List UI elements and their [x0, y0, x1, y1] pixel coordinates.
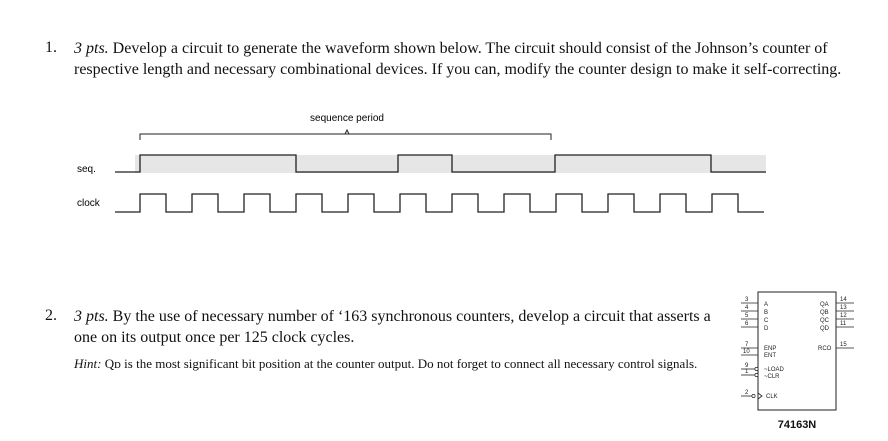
pin-10: 10 — [743, 349, 750, 355]
pin-13: 13 — [840, 305, 847, 311]
problem-1-number: 1. — [45, 39, 57, 56]
chip-input-pins — [741, 297, 769, 332]
pin-3: 3 — [745, 297, 749, 303]
problem-2-points: 3 pts. — [74, 308, 109, 325]
label-b: B — [764, 310, 769, 316]
label-qd: QD — [820, 326, 829, 332]
label-qb: QB — [820, 310, 829, 316]
label-clr: ~CLR — [764, 374, 780, 380]
pin-14: 14 — [840, 297, 847, 303]
hint-label: Hint: — [74, 356, 102, 371]
pin-9: 9 — [745, 363, 749, 369]
chip-output-pins — [820, 297, 854, 332]
label-d: D — [764, 326, 769, 332]
pin-5: 5 — [745, 313, 749, 319]
pin-1: 1 — [745, 369, 749, 375]
problem-1-points: 3 pts. — [74, 40, 109, 57]
label-c: C — [764, 318, 769, 324]
label-qa: QA — [820, 302, 829, 308]
clock-label: clock — [77, 198, 100, 209]
pin-11: 11 — [840, 321, 847, 327]
label-load: ~LOAD — [764, 367, 784, 373]
label-clk: CLK — [766, 394, 778, 400]
pin-4: 4 — [745, 305, 749, 311]
label-qc: QC — [820, 318, 829, 324]
sequence-period-label: sequence period — [310, 113, 384, 124]
problem-1-body: Develop a circuit to generate the waveform shown below. The circuit should consist of the Johnson’s counter of respective length and necessary combinational devices. If you can, modify the counter design to make it self-correcting. — [74, 40, 842, 78]
seq-label: seq. — [77, 164, 96, 175]
chip-part-number: 74163N — [777, 419, 817, 431]
label-rco: RCO — [818, 346, 832, 352]
pin-6: 6 — [745, 321, 749, 327]
pin-15: 15 — [840, 342, 847, 348]
pin-2: 2 — [745, 390, 749, 396]
pin-7: 7 — [745, 342, 749, 348]
pin-12: 12 — [840, 313, 847, 319]
hint-text: Qᴅ is the most significant bit position at the counter output. Do not forget to connect all necessary control signals. — [101, 356, 698, 371]
label-ent: ENT — [764, 353, 776, 359]
label-enp: ENP — [764, 346, 777, 352]
label-a: A — [764, 302, 769, 308]
problem-2-number: 2. — [45, 307, 57, 324]
problem-2-body: By the use of necessary number of ‘163 synchronous counters, develop a circuit that asserts a one on its output once per 125 clock cycles. — [74, 308, 711, 346]
